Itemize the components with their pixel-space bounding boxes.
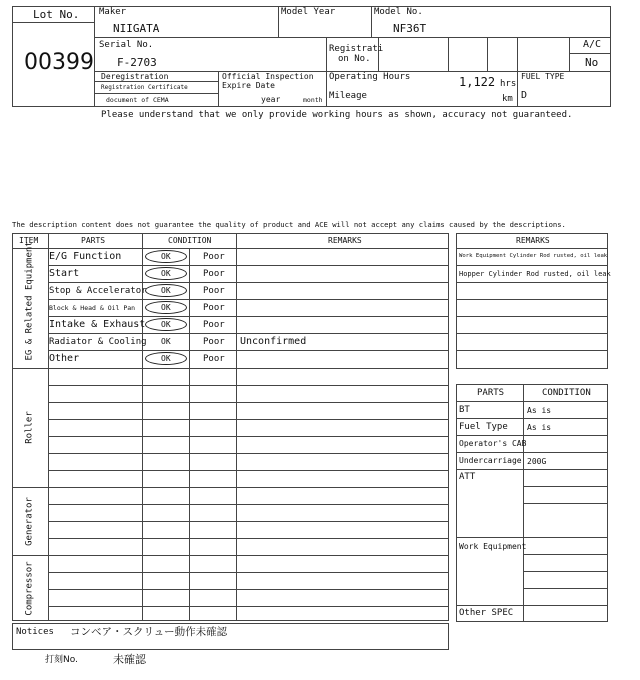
- divider: [517, 37, 518, 107]
- poor-label: Poor: [203, 286, 225, 296]
- ac-label: A/C: [583, 39, 602, 50]
- divider: [456, 435, 608, 436]
- ok-label: OK: [161, 320, 171, 329]
- remark-radiator: Unconfirmed: [240, 336, 307, 347]
- part-other-spec: Other SPEC: [459, 608, 514, 618]
- divider: [48, 316, 449, 317]
- year-label: year: [261, 95, 281, 104]
- poor-label: Poor: [203, 269, 225, 279]
- divider: [12, 22, 94, 23]
- divider: [48, 606, 449, 607]
- ok-label: OK: [161, 354, 171, 363]
- divider: [12, 487, 449, 488]
- part-other: Other: [49, 353, 80, 364]
- part-stop-accelerator: Stop & Accelerator: [49, 286, 147, 296]
- part-work-equipment: Work Equipment: [459, 542, 527, 551]
- divider: [456, 265, 608, 266]
- divider: [236, 233, 237, 621]
- divider: [48, 282, 449, 283]
- divider: [456, 537, 608, 538]
- divider: [48, 333, 449, 334]
- registration-label-2: on No.: [338, 54, 371, 64]
- divider: [456, 350, 608, 351]
- part-fuel-type: Fuel Type: [459, 422, 508, 432]
- remark-item: Work Equipment Cylinder Rod rusted, oil leak: [459, 253, 608, 259]
- hours-note: Please understand that we only provide working hours as shown, accuracy not guaranteed.: [101, 110, 573, 120]
- divider: [456, 418, 608, 419]
- serial-label: Serial No.: [99, 40, 154, 50]
- divider: [523, 486, 608, 487]
- expire-date-label: Expire Date: [222, 81, 275, 90]
- divider: [456, 333, 608, 334]
- operating-hours-value: 1,122: [459, 75, 496, 89]
- divider: [487, 37, 488, 71]
- hrs-label: hrs: [500, 79, 517, 89]
- divider: [48, 572, 449, 573]
- divider: [456, 469, 608, 470]
- parts-header: PARTS: [477, 388, 505, 398]
- model-no-value: NF36T: [393, 22, 427, 35]
- ok-label: OK: [161, 252, 171, 261]
- ok-label: OK: [161, 269, 171, 278]
- part-radiator-cooling: Radiator & Cooling: [49, 337, 147, 347]
- operating-hours-label: Operating Hours: [329, 72, 411, 82]
- divider: [48, 436, 449, 437]
- ok-label: OK: [161, 286, 171, 295]
- official-inspection-label: Official Inspection: [222, 72, 314, 81]
- divider: [48, 453, 449, 454]
- divider: [48, 538, 449, 539]
- remarks-header: REMARKS: [516, 236, 550, 245]
- lot-number: 00399: [24, 50, 94, 75]
- divider: [94, 81, 218, 82]
- divider: [94, 37, 611, 38]
- notices-value: コンベア・スクリュー動作未確認: [70, 626, 228, 638]
- model-no-label: Model No.: [374, 7, 423, 17]
- disclaimer: The description content does not guarantee the quality of product and ACE will not accept any claims caused by the descriptions.: [12, 220, 566, 229]
- deregistration-label: Deregistration: [101, 72, 169, 81]
- mileage-label: Mileage: [329, 91, 367, 101]
- divider: [569, 37, 570, 71]
- ac-value: No: [585, 56, 599, 69]
- section-compressor-label: Compressor: [24, 561, 35, 616]
- divider: [94, 6, 95, 107]
- km-label: km: [502, 94, 513, 104]
- condition-bt: As is: [527, 406, 552, 415]
- divider: [48, 470, 449, 471]
- divider: [12, 248, 449, 249]
- divider: [278, 6, 279, 37]
- divider: [456, 605, 608, 606]
- notices-label: Notices: [16, 627, 54, 637]
- model-year-label: Model Year: [281, 7, 336, 17]
- divider: [456, 316, 608, 317]
- divider: [456, 452, 608, 453]
- part-eg-function: E/G Function: [49, 251, 122, 262]
- divider: [12, 368, 449, 369]
- poor-label: Poor: [203, 337, 225, 347]
- divider: [218, 71, 219, 107]
- maker-label: Maker: [99, 7, 127, 17]
- divider: [12, 555, 449, 556]
- divider: [569, 53, 611, 54]
- registration-label: Registrati: [329, 44, 384, 54]
- stamp-value: 未確認: [113, 653, 146, 666]
- divider: [523, 554, 608, 555]
- reg-cert-label: Registration Certificate: [101, 84, 188, 91]
- fuel-type-value: D: [521, 90, 528, 101]
- serial-value: F-2703: [117, 56, 157, 69]
- divider: [523, 503, 608, 504]
- divider: [189, 248, 190, 621]
- doc-cema-label: document of CEMA: [106, 96, 169, 104]
- divider: [456, 401, 608, 402]
- section-generator-label: Generator: [24, 497, 35, 546]
- divider: [48, 350, 449, 351]
- poor-label: Poor: [203, 320, 225, 330]
- month-label: month: [303, 96, 323, 104]
- part-undercarriage: Undercarriage: [459, 456, 522, 465]
- part-att: ATT: [459, 472, 476, 482]
- part-start: Start: [49, 268, 80, 279]
- divider: [326, 37, 327, 107]
- divider: [378, 37, 379, 71]
- lot-label: Lot No.: [33, 8, 80, 21]
- stamp-label: 打刻No.: [45, 655, 78, 665]
- divider: [48, 589, 449, 590]
- poor-label: Poor: [203, 354, 225, 364]
- divider: [456, 248, 608, 249]
- divider: [48, 265, 449, 266]
- divider: [456, 282, 608, 283]
- remark-item: Hopper Cylinder Rod rusted, oil leak: [459, 270, 611, 278]
- col-remarks: REMARKS: [328, 236, 362, 245]
- fuel-type-label: FUEL TYPE: [521, 72, 565, 81]
- divider: [523, 588, 608, 589]
- ok-label: OK: [161, 303, 171, 312]
- divider: [448, 37, 449, 71]
- section-eg-label: EG & Related Equipment: [24, 241, 35, 361]
- condition-fuel-type: As is: [527, 423, 552, 432]
- part-block-head-oil-pan: Block & Head & Oil Pan: [49, 304, 136, 312]
- ok-label: OK: [161, 337, 171, 346]
- divider: [371, 6, 372, 37]
- part-intake-exhaust: Intake & Exhaust: [49, 319, 146, 330]
- divider: [48, 385, 449, 386]
- divider: [48, 419, 449, 420]
- poor-label: Poor: [203, 303, 225, 313]
- col-item: ITEM: [19, 236, 39, 245]
- col-condition: CONDITION: [168, 236, 212, 245]
- maker-value: NIIGATA: [113, 22, 160, 35]
- poor-label: Poor: [203, 252, 225, 262]
- part-bt: BT: [459, 405, 470, 415]
- divider: [48, 402, 449, 403]
- divider: [456, 299, 608, 300]
- section-roller-label: Roller: [24, 411, 35, 444]
- part-operator-cab: Operator's CAB: [459, 439, 527, 448]
- divider: [94, 93, 218, 94]
- col-parts: PARTS: [81, 236, 106, 245]
- divider: [48, 504, 449, 505]
- divider: [48, 521, 449, 522]
- divider: [523, 571, 608, 572]
- condition-undercarriage: 200G: [527, 457, 547, 466]
- divider: [48, 299, 449, 300]
- condition-header: CONDITION: [542, 388, 591, 398]
